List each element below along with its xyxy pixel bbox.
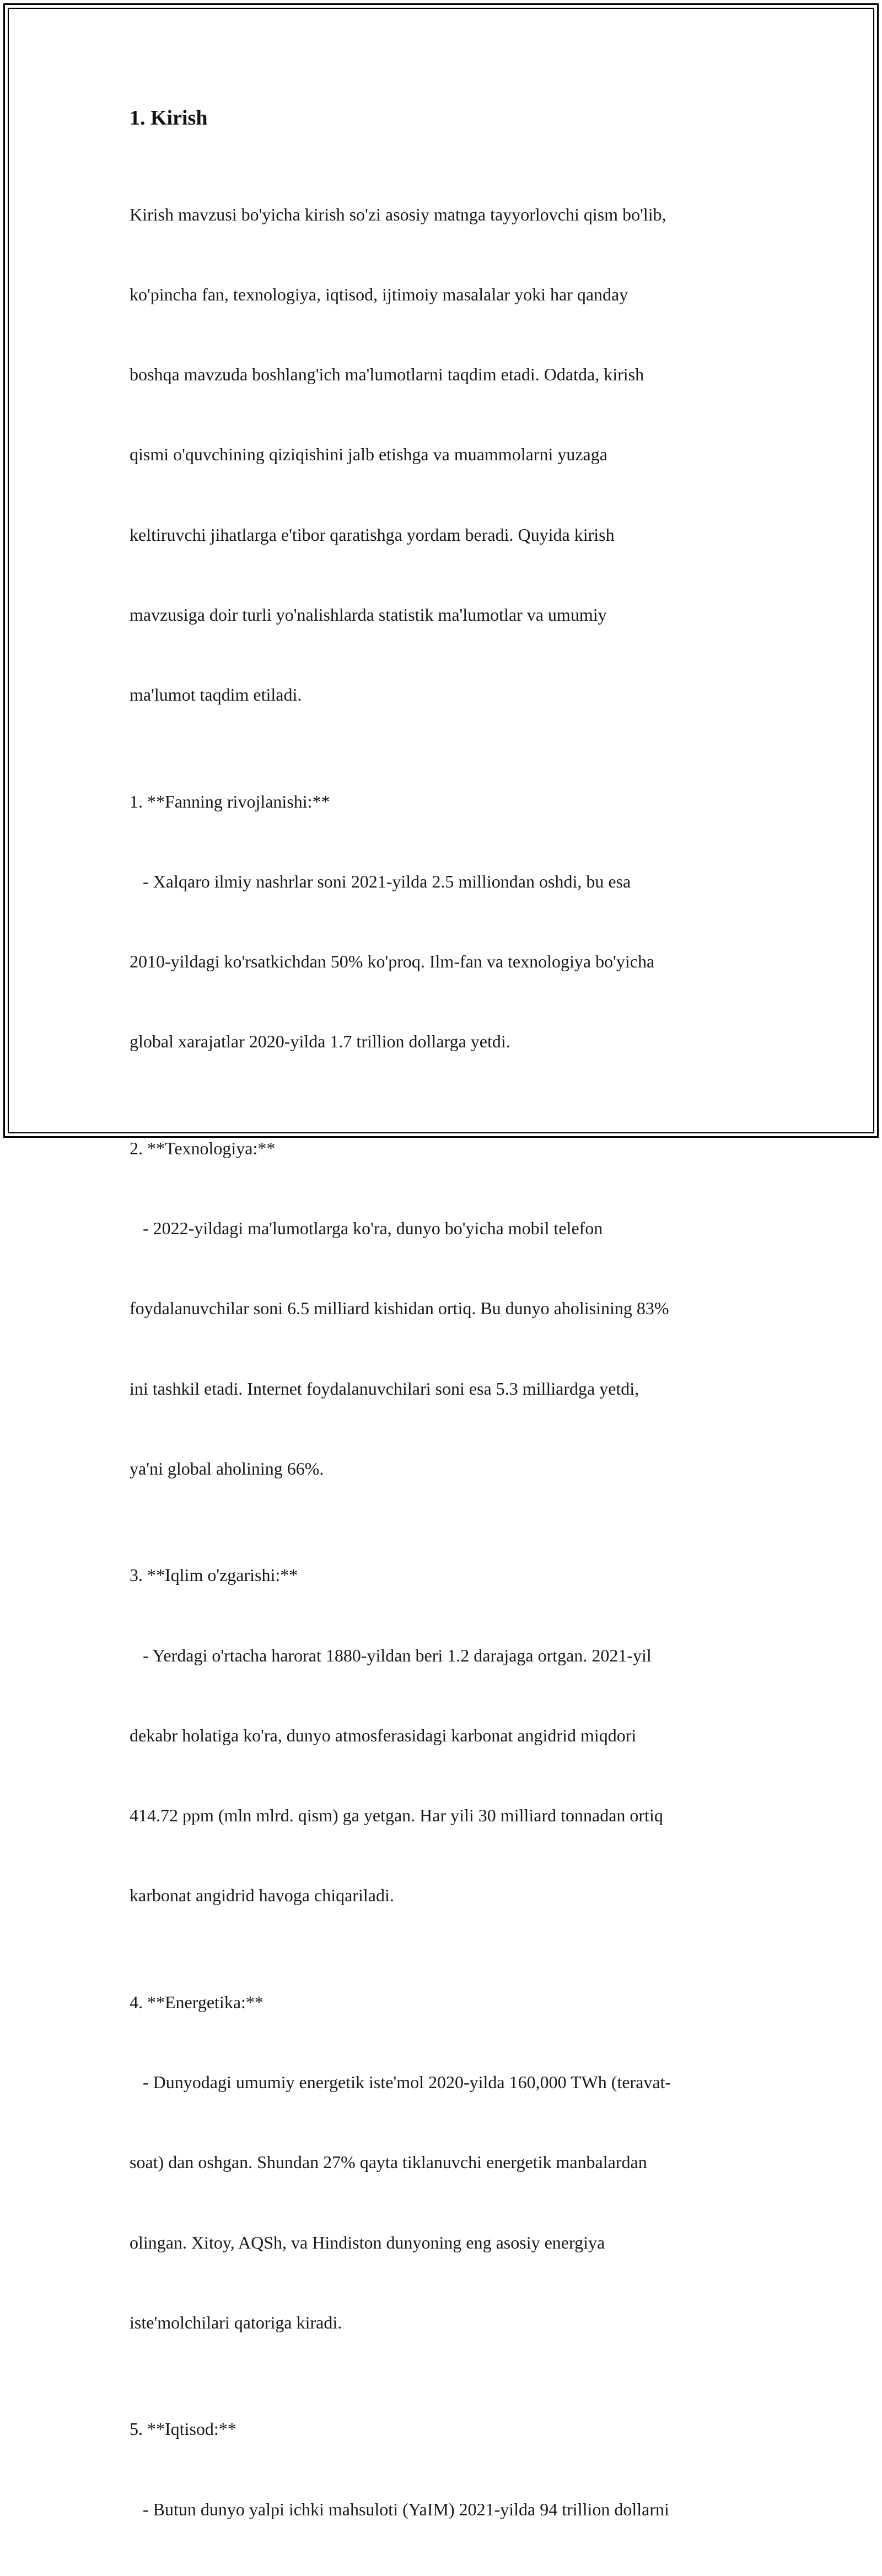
list-item-texnologiya <box>130 1135 758 1535</box>
list-item-energetika <box>130 1989 758 2389</box>
text-line: - Yerdagi o'rtacha harorat 1880-yildan beri 1.2 darajaga ortgan. 2021-yil <box>130 1645 652 1665</box>
list-item-text <box>130 2015 758 2389</box>
list-item-iqtisod <box>130 2416 758 2575</box>
list-item-text <box>130 2443 758 2576</box>
text-line: iste'molchilari qatoriga kiradi. <box>130 2312 342 2332</box>
text-line: karbonat angidrid havoga chiqariladi. <box>130 1885 394 1906</box>
list-item-text <box>130 1161 758 1535</box>
list-item-title: 4. **Energetika:** <box>130 1992 263 2012</box>
text-line: global xarajatlar 2020-yilda 1.7 trillion dollarga yetdi. <box>130 1031 510 1052</box>
section-heading: 1. Kirish <box>130 106 208 130</box>
list-item-iqlim <box>130 1562 758 1962</box>
text-line: ya'ni global aholining 66%. <box>130 1458 324 1478</box>
intro-line: mavzusiga doir turli yo'nalishlarda statistik ma'lumotlar va umumiy <box>130 604 607 625</box>
text-line: soat) dan oshgan. Shundan 27% qayta tiklanuvchi energetik manbalardan <box>130 2152 647 2172</box>
list-item-title: 5. **Iqtisod:** <box>130 2419 236 2439</box>
text-line: - Butun dunyo yalpi ichki mahsuloti (YaIM) 2021-yilda 94 trillion dollarni <box>130 2499 669 2519</box>
text-line: - 2022-yildagi ma'lumotlarga ko'ra, dunyo bo'yicha mobil telefon <box>130 1218 603 1239</box>
text-line: ini tashkil etadi. Internet foydalanuvchilari soni esa 5.3 milliardga yetdi, <box>130 1378 639 1399</box>
list-item-text <box>130 815 758 1108</box>
list-item-title: 1. **Fanning rivojlanishi:** <box>130 791 330 811</box>
document-body <box>130 105 758 2576</box>
text-line: olingan. Xitoy, AQSh, va Hindiston dunyoning eng asosiy energiya <box>130 2232 605 2252</box>
text-line: 414.72 ppm (mln mlrd. qism) ga yetgan. Har yili 30 milliard tonnadan ortiq <box>130 1805 663 1826</box>
intro-line: Kirish mavzusi bo'yicha kirish so'zi asosiy matnga tayyorlovchi qism bo'lib, <box>130 204 666 224</box>
intro-line: ko'pincha fan, texnologiya, iqtisod, ijtimoiy masalalar yoki har qanday <box>130 284 628 305</box>
list-item-title: 3. **Iqlim o'zgarishi:** <box>130 1565 298 1585</box>
text-line: - Xalqaro ilmiy nashrlar soni 2021-yilda 2.5 milliondan oshdi, bu esa <box>130 871 631 891</box>
intro-line: keltiruvchi jihatlarga e'tibor qaratishga yordam beradi. Quyida kirish <box>130 524 615 545</box>
list-item-fan <box>130 788 758 1109</box>
intro-line: boshqa mavzuda boshlang'ich ma'lumotlarni taqdim etadi. Odatda, kirish <box>130 364 644 385</box>
list-item-text <box>130 1589 758 1962</box>
intro-line: qismi o'quvchining qiziqishini jalb etishga va muammolarni yuzaga <box>130 444 607 465</box>
intro-paragraph <box>130 148 758 761</box>
text-line: dekabr holatiga ko'ra, dunyo atmosferasidagi karbonat angidrid miqdori <box>130 1725 637 1745</box>
intro-line: ma'lumot taqdim etiladi. <box>130 685 302 705</box>
list-item-title: 2. **Texnologiya:** <box>130 1138 276 1158</box>
text-line: - Dunyodagi umumiy energetik iste'mol 2020-yilda 160,000 TWh (teravat- <box>130 2072 671 2093</box>
text-line: foydalanuvchilar soni 6.5 milliard kishidan ortiq. Bu dunyo aholisining 83% <box>130 1298 669 1319</box>
text-line: 2010-yildagi ko'rsatkichdan 50% ko'proq. Ilm-fan va texnologiya bo'yicha <box>130 951 655 972</box>
